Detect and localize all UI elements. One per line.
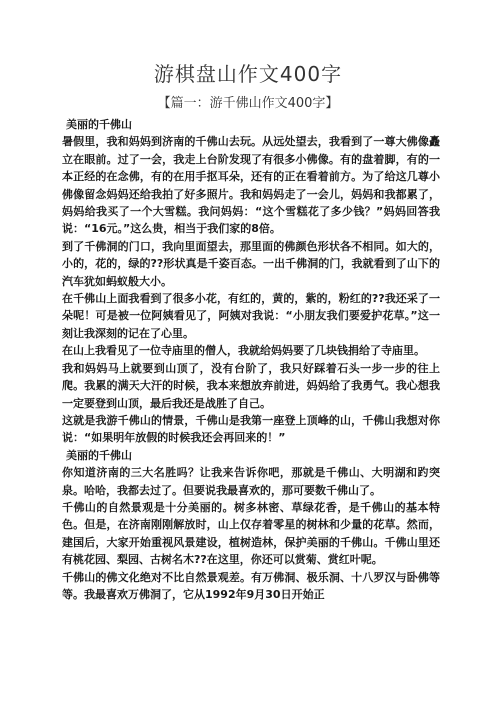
document-subtitle: 【篇一：游千佛山作文400字】 [157,96,339,111]
paragraph: 在山上我看见了一位寺庙里的僧人，我就给妈妈要了几块钱捐给了寺庙里。 [62,344,425,358]
section-heading: 美丽的千佛山 [66,118,132,131]
paragraph: 到了千佛洞的门口，我向里面望去，那里面的佛颜色形状各不相同。如大的，小的，花的，绿的??形状真是千姿百态。一出千佛洞的门，我就看到了山下的汽车犹如蚂蚁般大小。 [62,239,440,288]
paragraph: 千佛山的佛文化绝对不比自然景观差。有万佛洞、极乐洞、十八罗汉与卧佛等等。我最喜欢万佛洞了，它从1992年9月30日开始正 [62,570,440,601]
paragraph: 这就是我游千佛山的情景，千佛山是我第一座登上顶峰的山，千佛山我想对你说：“如果明年放假的时候我还会再回来的！” [62,413,440,445]
section-heading: 美丽的千佛山 [66,448,132,462]
paragraph: 千佛山的自然景观是十分美丽的。树多林密、草绿花香，是千佛山的基本特色。但是，在济南刚刚解放时，山上仅存着零星的树林和少量的花草。然而，建国后，大家开始重视风景建设，植树造林，保护美丽的千佛山。千佛山里还有桃花园、梨园、古树名木??在这里，你还可以赏菊、赏红叶呢。 [62,500,440,567]
document-body [60,116,440,603]
paragraph: 我和妈妈马上就要到山顶了，没有台阶了，我只好踩着石头一步一步的往上爬。我累的满天大汗的时候，我本来想放弃前进，妈妈给了我勇气。我心想我一定要登到山顶，最后我还是战胜了自己。 [62,361,440,410]
paragraph: 你知道济南的三大名胜吗？让我来告诉你吧，那就是千佛山、大明湖和趵突泉。哈哈，我都去过了。但要说我最喜欢的，那可要数千佛山了。 [62,466,440,497]
paragraph: 暑假里，我和妈妈到济南的千佛山去玩。从远处望去，我看到了一尊大佛像矗立在眼前。过了一会，我走上台阶发现了有很多小佛像。有的盘着脚，有的一本正经的在念佛，有的在用手抠耳朵，还有的正在看着前方。为了给这几尊小佛像留念妈妈还给我拍了好多照片。我和妈妈走了一会儿，妈妈和我都累了，妈妈给我买了一个大雪糕。我问妈妈：“这个雪糕花了多少钱？”妈妈回答我说：“16元。”这么贵，相当于我们家的8倍。 [62,135,440,236]
document-title: 游棋盘山作文400字 [153,62,343,86]
paragraph: 在千佛山上面我看到了很多小花，有红的，黄的，紫的，粉红的??我还采了一朵呢！可是被一位阿姨看见了，阿姨对我说：“小朋友我们要爱护花草。”这一刻让我深刻的记在了心里。 [62,292,440,340]
